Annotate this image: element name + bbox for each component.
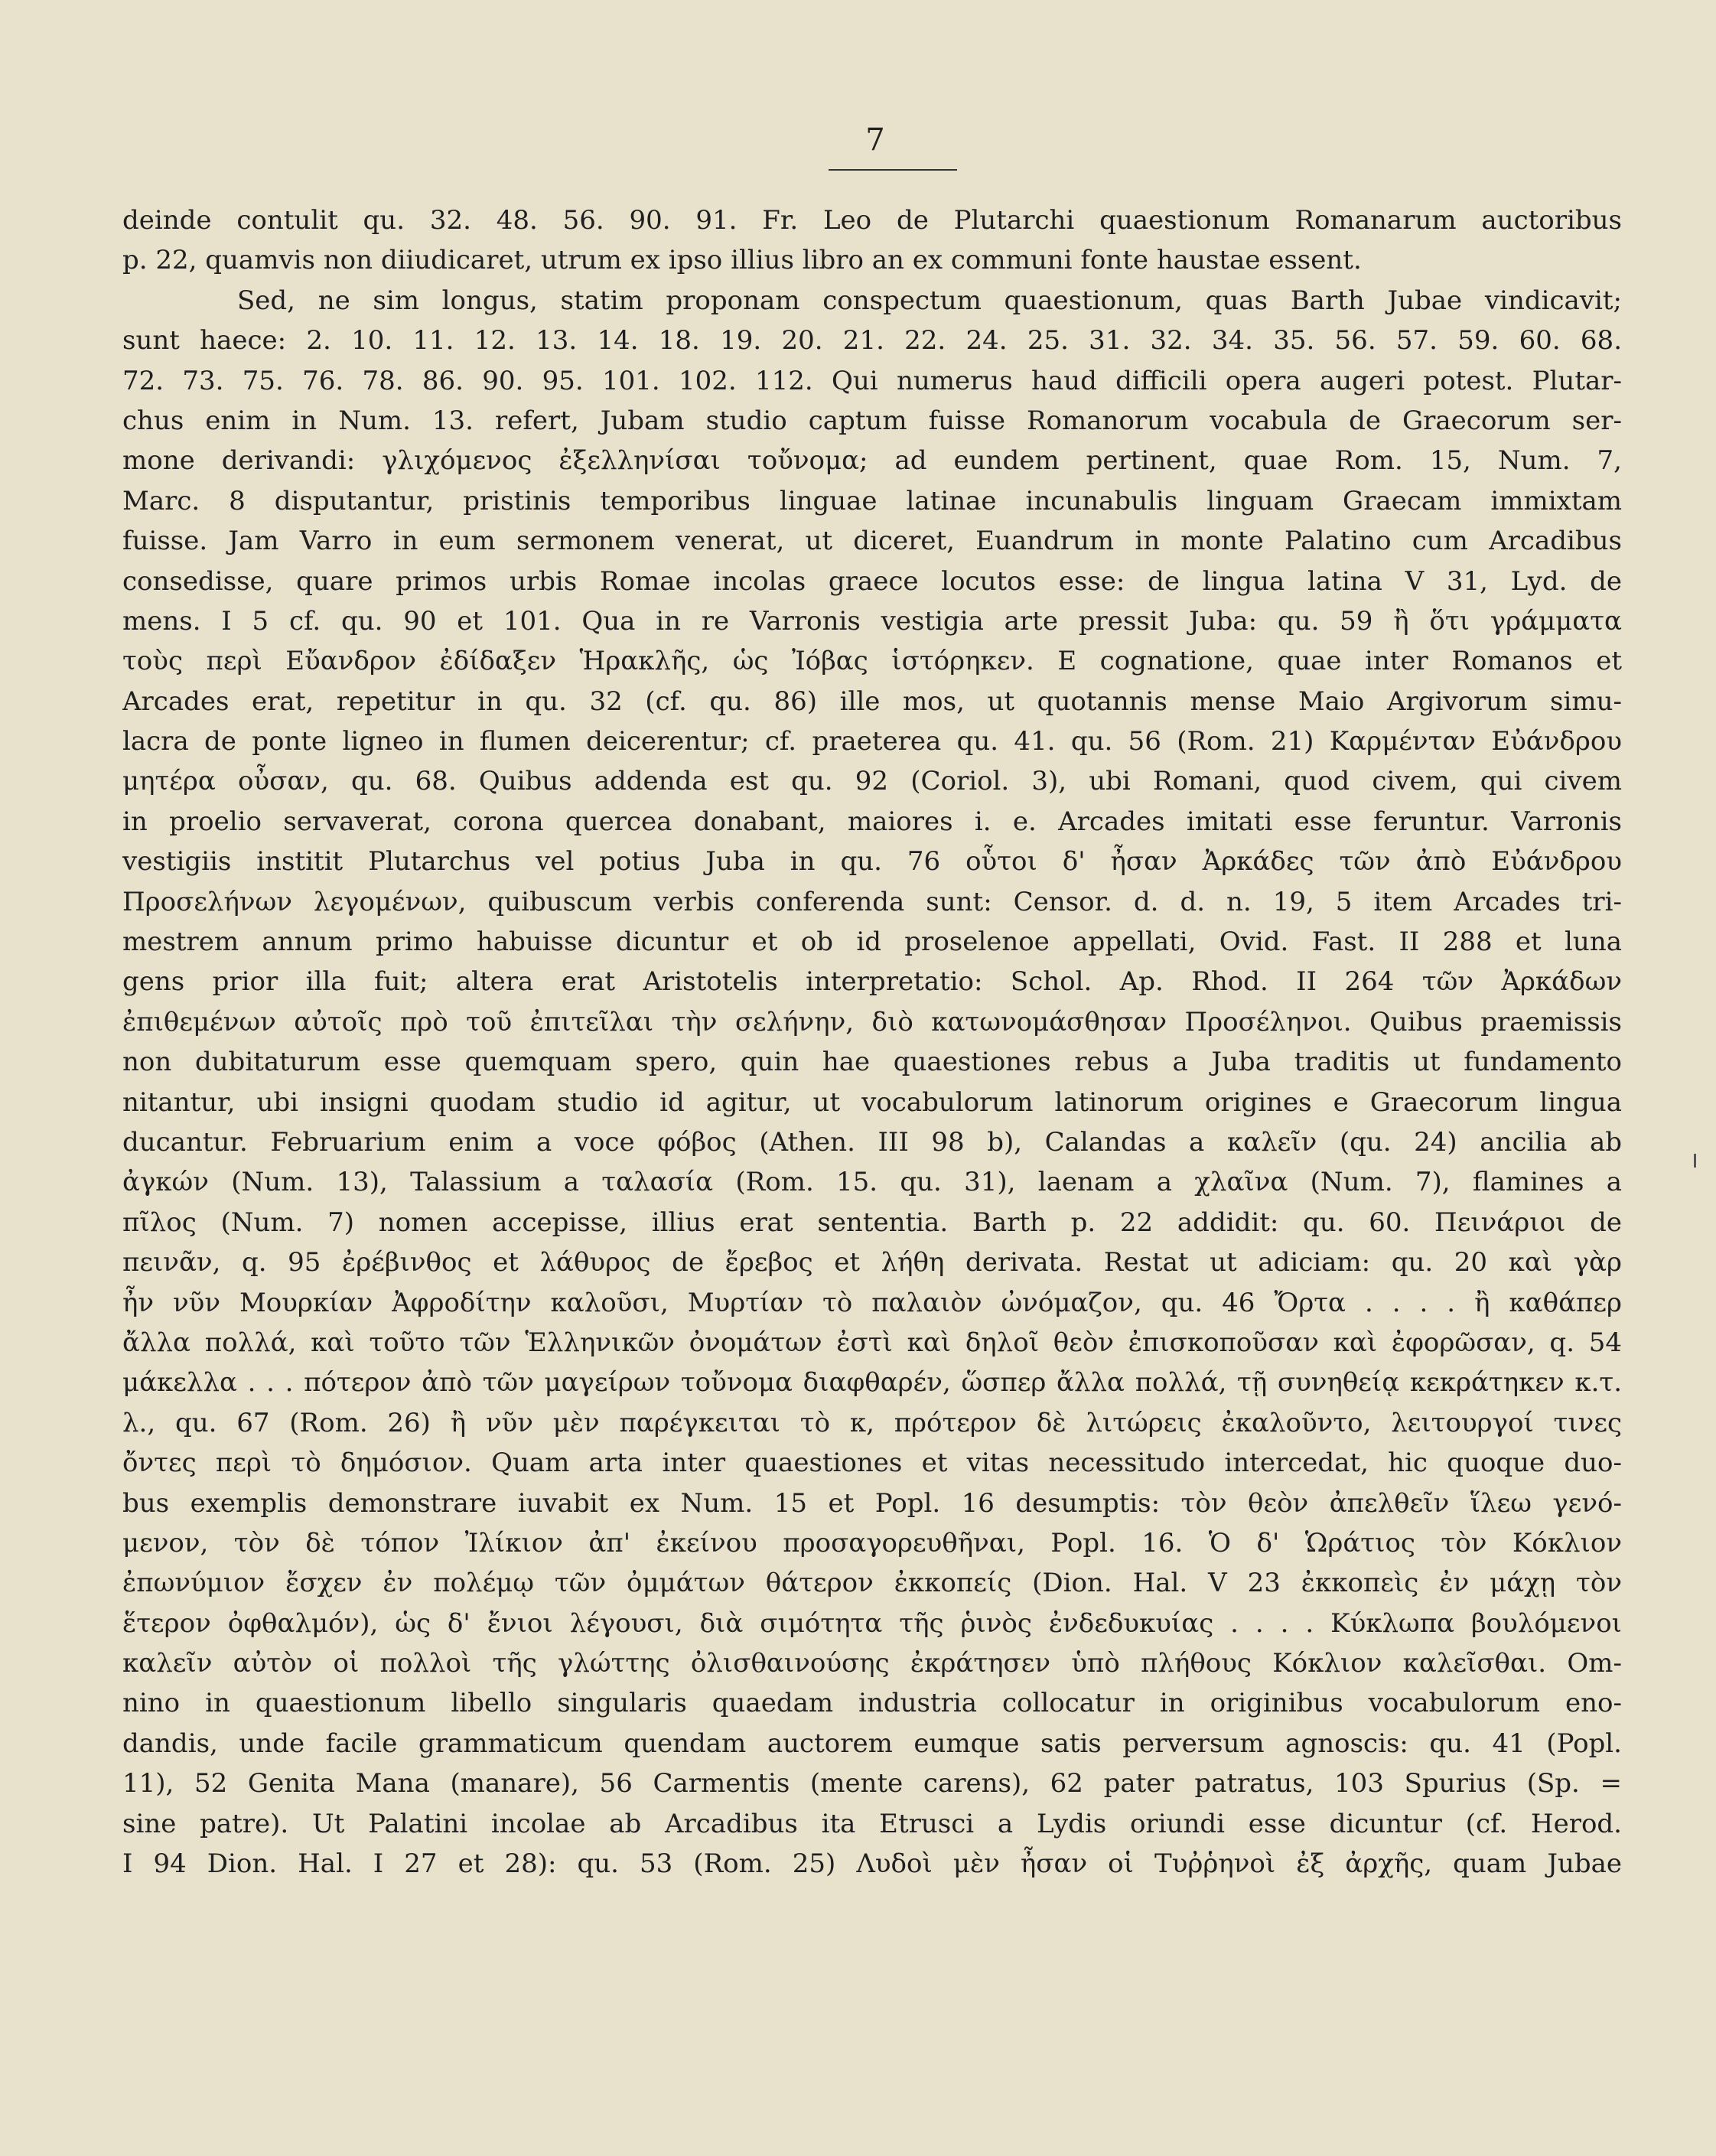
text-line: πῖλος (Num. 7) nomen accepisse, illius erat sententia. Barth p. 22 addidit: qu. 60. Πεινάριοι de — [122, 1207, 1622, 1238]
text-line: nino in quaestionum libello singularis quaedam industria collocatur in originibus vocabulorum eno- — [122, 1688, 1622, 1719]
text-line: ἀγκών (Num. 13), Talassium a ταλασία (Rom. 15. qu. 31), laenam a χλαῖνα (Num. 7), flamines a — [122, 1167, 1622, 1198]
text-line: 11), 52 Genita Mana (manare), 56 Carmentis (mente carens), 62 pater patratus, 103 Spurius (Sp. = — [122, 1768, 1622, 1799]
text-line: πεινᾶν, q. 95 ἐρέβινθος et λάθυρος de ἔρεβος et λήθη derivata. Restat ut adiciam: qu. 20 καὶ γὰρ — [122, 1247, 1622, 1278]
margin-mark — [1694, 1154, 1696, 1168]
text-line: ἦν νῦν Μουρκίαν Ἀφροδίτην καλοῦσι, Μυρτίαν τὸ παλαιὸν ὠνόμαζον, qu. 46 Ὄρτα . . . . ἢ καθάπερ — [122, 1287, 1622, 1318]
text-line: ἐπιθεμένων αὐτοῖς πρὸ τοῦ ἐπιτεῖλαι τὴν σελήνην, διὸ κατωνομάσθησαν Προσέληνοι. Quibus praemissis — [122, 1006, 1622, 1037]
text-line: sunt haece: 2. 10. 11. 12. 13. 14. 18. 19. 20. 21. 22. 24. 25. 31. 32. 34. 35. 56. 57. 59. 60. 68. — [122, 325, 1622, 357]
page-number: 7 — [865, 122, 885, 158]
text-line: μενον, τὸν δὲ τόπον Ἰλίκιον ἀπ' ἐκείνου προσαγορευθῆναι, Popl. 16. Ὁ δ' Ὡράτιος τὸν Κόκλιον — [122, 1527, 1622, 1558]
text-line: fuisse. Jam Varro in eum sermonem venerat, ut diceret, Euandrum in monte Palatino cum Arcadibus — [122, 526, 1622, 557]
text-line: μητέρα οὖσαν, qu. 68. Quibus addenda est qu. 92 (Coriol. 3), ubi Romani, quod civem, qui civem — [122, 766, 1622, 797]
text-line: deinde contulit qu. 32. 48. 56. 90. 91. Fr. Leo de Plutarchi quaestionum Romanarum auctoribus — [122, 205, 1622, 236]
text-line: chus enim in Num. 13. refert, Jubam studio captum fuisse Romanorum vocabula de Graecorum ser- — [122, 405, 1622, 436]
text-line: consedisse, quare primos urbis Romae incolas graece locutos esse: de lingua latina V 31, Lyd. de — [122, 565, 1622, 597]
text-line: ἄλλα πολλά, καὶ τοῦτο τῶν Ἑλληνικῶν ὀνομάτων ἐστὶ καὶ δηλοῖ θεὸν ἐπισκοποῦσαν καὶ ἐφορῶσαν, q. 54 — [122, 1327, 1622, 1358]
text-line: lacra de ponte ligneo in flumen deicerentur; cf. praeterea qu. 41. qu. 56 (Rom. 21) Καρμένταν Εὐάνδρου — [122, 726, 1622, 757]
text-line: Προσελήνων λεγομένων, quibuscum verbis conferenda sunt: Censor. d. d. n. 19, 5 item Arcades tri- — [122, 886, 1622, 917]
text-line: mestrem annum primo habuisse dicuntur et ob id proselenoe appellati, Ovid. Fast. II 288 et luna — [122, 927, 1622, 958]
text-line: sine patre). Ut Palatini incolae ab Arcadibus ita Etrusci a Lydis oriundi esse dicuntur (cf. Herod. — [122, 1808, 1622, 1839]
text-line: ducantur. Februarium enim a voce φόβος (Athen. III 98 b), Calandas a καλεῖν (qu. 24) ancilia ab — [122, 1126, 1622, 1158]
body-text — [122, 200, 1622, 1884]
text-line: 72. 73. 75. 76. 78. 86. 90. 95. 101. 102. 112. Qui numerus haud difficili opera augeri potest. Plutar- — [122, 365, 1622, 396]
text-line: ἕτερον ὀφθαλμόν), ὡς δ' ἔνιοι λέγουσι, διὰ σιμότητα τῆς ῥινὸς ἐνδεδυκυίας . . . . Κύκλωπα βουλόμενοι — [122, 1607, 1622, 1639]
text-line: τοὺς περὶ Εὔανδρον ἐδίδαξεν Ἡρακλῆς, ὡς Ἰόβας ἱστόρηκεν. E cognatione, quae inter Romanos et — [122, 646, 1622, 677]
text-line: Sed, ne sim longus, statim proponam conspectum quaestionum, quas Barth Jubae vindicavit; — [237, 285, 1622, 316]
header-rule — [829, 169, 957, 171]
text-line: dandis, unde facile grammaticum quendam auctorem eumque satis perversum agnoscis: qu. 41 (Popl. — [122, 1728, 1622, 1759]
text-line: bus exemplis demonstrare iuvabit ex Num. 15 et Popl. 16 desumptis: τὸν θεὸν ἀπελθεῖν ἵλεω γενό- — [122, 1487, 1622, 1519]
text-line: μάκελλα . . . πότερον ἀπὸ τῶν μαγείρων τοὔνομα διαφθαρέν, ὥσπερ ἄλλα πολλά, τῇ συνηθείᾳ κεκράτηκεν κ.τ. — [122, 1367, 1622, 1399]
text-line: Arcades erat, repetitur in qu. 32 (cf. qu. 86) ille mos, ut quotannis mense Maio Argivorum simu- — [122, 686, 1622, 717]
text-line: non dubitaturum esse quemquam spero, quin hae quaestiones rebus a Juba traditis ut fundamento — [122, 1047, 1622, 1078]
text-line: καλεῖν αὐτὸν οἱ πολλοὶ τῆς γλώττης ὀλισθαινούσης ἐκράτησεν ὑπὸ πλήθους Κόκλιον καλεῖσθαι. Om- — [122, 1648, 1622, 1679]
text-line: ἐπωνύμιον ἔσχεν ἐν πολέμῳ τῶν ὀμμάτων θάτερον ἐκκοπείς (Dion. Hal. V 23 ἐκκοπεὶς ἐν μάχῃ τὸν — [122, 1568, 1622, 1599]
text-line: p. 22, quamvis non diiudicaret, utrum ex ipso illius libro an ex communi fonte haustae essent. — [122, 245, 1362, 276]
text-line: mone derivandi: γλιχόμενος ἐξελληνίσαι τοὔνομα; ad eundem pertinent, quae Rom. 15, Num. 7, — [122, 445, 1622, 477]
text-line: I 94 Dion. Hal. I 27 et 28): qu. 53 (Rom. 25) Λυδοὶ μὲν ἦσαν οἱ Τυῤῥηνοὶ ἐξ ἀρχῆς, quam Jubae — [122, 1848, 1622, 1880]
text-line: mens. I 5 cf. qu. 90 et 101. Qua in re Varronis vestigia arte pressit Juba: qu. 59 ἢ ὅτι γράμματα — [122, 605, 1622, 637]
text-line: ὄντες περὶ τὸ δημόσιον. Quam arta inter quaestiones et vitas necessitudo intercedat, hic quoque duo- — [122, 1448, 1622, 1479]
text-line: Marc. 8 disputantur, pristinis temporibus linguae latinae incunabulis linguam Graecam immixtam — [122, 485, 1622, 516]
text-line: in proelio servaverat, corona quercea donabant, maiores i. e. Arcades imitati esse feruntur. Varronis — [122, 806, 1622, 837]
text-line: vestigiis institit Plutarchus vel potius Juba in qu. 76 οὗτοι δ' ἦσαν Ἀρκάδες τῶν ἀπὸ Εὐάνδρου — [122, 846, 1622, 878]
text-line: λ., qu. 67 (Rom. 26) ἢ νῦν μὲν παρέγκειται τὸ κ, πρότερον δὲ λιτώρεις ἐκαλοῦντο, λειτουργοί τινες — [122, 1407, 1622, 1438]
text-line: gens prior illa fuit; altera erat Aristotelis interpretatio: Schol. Ap. Rhod. II 264 τῶν Ἀρκάδων — [122, 966, 1622, 998]
text-line: nitantur, ubi insigni quodam studio id agitur, ut vocabulorum latinorum origines e Graecorum lingua — [122, 1086, 1622, 1118]
